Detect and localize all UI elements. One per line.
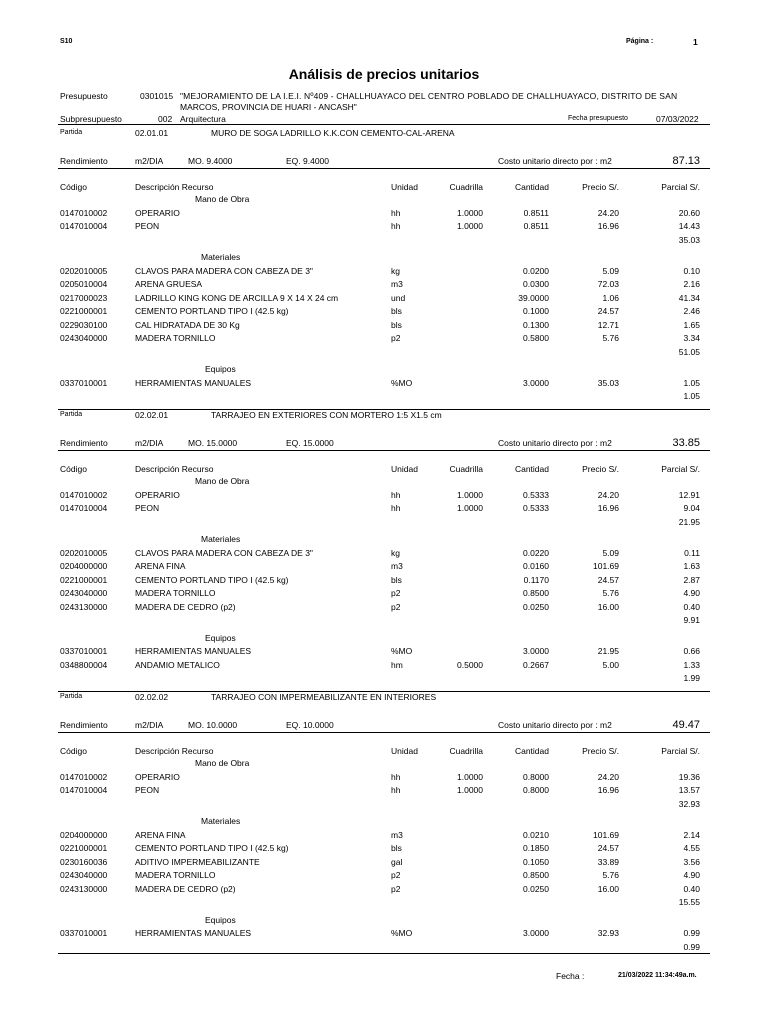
mano-row-parcial: 20.60 bbox=[678, 207, 700, 218]
material-row-cantidad: 0.8500 bbox=[523, 870, 549, 880]
material-row-unidad: p2 bbox=[391, 883, 401, 894]
rendimiento-label: Rendimiento bbox=[60, 156, 108, 166]
subpresupuesto-code: 002 bbox=[158, 114, 173, 124]
material-row-desc: CEMENTO PORTLAND TIPO I (42.5 kg) bbox=[135, 306, 289, 316]
partida-label: Partida bbox=[60, 411, 83, 418]
mano-row-codigo: 0147010004 bbox=[60, 503, 108, 513]
rendimiento-unit: m2/DIA bbox=[135, 438, 164, 448]
presupuesto-code: 0301015 bbox=[140, 91, 174, 101]
mano-row-cantidad: 0.5333 bbox=[523, 503, 549, 513]
material-row-precio: 72.03 bbox=[597, 279, 619, 289]
equipo-row-cantidad: 0.2667 bbox=[523, 659, 549, 670]
material-row-unidad: bls bbox=[391, 306, 402, 316]
equipo-row-cantidad: 3.0000 bbox=[523, 646, 549, 656]
material-row-desc: MADERA TORNILLO bbox=[135, 333, 216, 343]
col-codigo: Código bbox=[60, 746, 87, 756]
mano-row-precio: 24.20 bbox=[597, 771, 619, 782]
material-row-desc: ARENA FINA bbox=[135, 561, 186, 571]
partida-label: Partida bbox=[60, 693, 83, 700]
equipo-row-desc: HERRAMIENTAS MANUALES bbox=[135, 646, 252, 656]
partida-block-3 bbox=[0, 690, 768, 960]
material-row-desc: ARENA FINA bbox=[135, 829, 186, 840]
rendimiento-divider bbox=[58, 168, 710, 169]
material-row-desc: CEMENTO PORTLAND TIPO I (42.5 kg) bbox=[135, 574, 289, 585]
mano-row-cantidad: 0.8511 bbox=[523, 221, 549, 231]
col-cuadrilla: Cuadrilla bbox=[449, 746, 483, 756]
material-row-codigo: 0221000001 bbox=[60, 843, 108, 853]
subpresupuesto-desc: Arquitectura bbox=[180, 114, 226, 124]
equipo-row-parcial: 1.33 bbox=[683, 659, 700, 670]
material-row-precio: 24.57 bbox=[597, 574, 619, 585]
material-row-unidad: bls bbox=[391, 574, 402, 585]
section-mano-de-obra: Mano de Obra bbox=[195, 476, 250, 486]
mano-row-unidad: hh bbox=[391, 785, 401, 795]
rendimiento-mo: MO. 10.0000 bbox=[188, 720, 238, 730]
material-row-parcial: 2.46 bbox=[683, 306, 700, 316]
material-row-cantidad: 39.0000 bbox=[518, 292, 549, 303]
material-row-precio: 16.00 bbox=[597, 883, 619, 894]
col-precio: Precio S/. bbox=[582, 464, 619, 474]
material-row-cantidad: 0.1170 bbox=[523, 574, 549, 585]
costo-label: Costo unitario directo por : m2 bbox=[498, 156, 612, 166]
section-equipos: Equipos bbox=[205, 632, 236, 643]
equipo-row-desc: ANDAMIO METALICO bbox=[135, 659, 220, 670]
material-row-desc: MADERA DE CEDRO (p2) bbox=[135, 601, 236, 612]
col-cantidad: Cantidad bbox=[514, 746, 549, 756]
equipo-row-unidad: hm bbox=[391, 659, 403, 670]
material-row-unidad: kg bbox=[391, 547, 400, 558]
mano-row-precio: 16.96 bbox=[597, 221, 619, 231]
rendimiento-label: Rendimiento bbox=[60, 438, 108, 448]
material-row-codigo: 0230160036 bbox=[60, 856, 108, 867]
material-row-precio: 5.09 bbox=[602, 547, 619, 558]
partida-label: Partida bbox=[60, 129, 83, 136]
material-row-codigo: 0229030100 bbox=[60, 319, 108, 330]
mano-row-parcial: 9.04 bbox=[683, 503, 700, 513]
mano-row-desc: PEON bbox=[135, 221, 160, 231]
costo-value: 87.13 bbox=[672, 155, 700, 167]
materiales-total: 51.05 bbox=[678, 346, 700, 357]
section-equipos: Equipos bbox=[205, 914, 236, 925]
equipo-row-codigo: 0337010001 bbox=[60, 646, 108, 656]
material-row-codigo: 0202010005 bbox=[60, 265, 108, 276]
mano-row-cuadrilla: 1.0000 bbox=[457, 221, 483, 231]
costo-value: 33.85 bbox=[672, 437, 700, 449]
col-cantidad: Cantidad bbox=[514, 464, 549, 474]
material-row-cantidad: 0.0250 bbox=[523, 883, 549, 894]
mano-row-unidad: hh bbox=[391, 489, 401, 500]
material-row-cantidad: 0.1050 bbox=[523, 856, 549, 867]
mano-row-cuadrilla: 1.0000 bbox=[457, 771, 483, 782]
col-cuadrilla: Cuadrilla bbox=[449, 464, 483, 474]
material-row-precio: 101.69 bbox=[593, 561, 619, 571]
material-row-precio: 24.57 bbox=[597, 843, 619, 853]
col-codigo: Código bbox=[60, 464, 87, 474]
section-materiales: Materiales bbox=[201, 252, 241, 262]
section-materiales: Materiales bbox=[201, 816, 241, 826]
equipos-total: 1.99 bbox=[683, 673, 700, 683]
mano-row-cantidad: 0.5333 bbox=[523, 489, 549, 500]
material-row-unidad: p2 bbox=[391, 601, 401, 612]
col-cantidad: Cantidad bbox=[514, 182, 549, 192]
material-row-codigo: 0221000001 bbox=[60, 574, 108, 585]
presupuesto-desc-2: MARCOS, PROVINCIA DE HUARI - ANCASH" bbox=[180, 102, 357, 112]
equipo-row-parcial: 0.66 bbox=[683, 646, 700, 656]
equipo-row-cantidad: 3.0000 bbox=[523, 928, 549, 938]
equipo-row-precio: 32.93 bbox=[597, 928, 619, 938]
rendimiento-mo: MO. 15.0000 bbox=[188, 438, 238, 448]
col-parcial: Parcial S/. bbox=[661, 182, 700, 192]
page-label: Página : bbox=[626, 38, 654, 45]
material-row-precio: 1.06 bbox=[602, 292, 619, 303]
mano-row-desc: PEON bbox=[135, 503, 160, 513]
fecha-presupuesto: 07/03/2022 bbox=[656, 114, 699, 124]
col-parcial: Parcial S/. bbox=[661, 746, 700, 756]
material-row-precio: 5.76 bbox=[602, 870, 619, 880]
material-row-codigo: 0204000000 bbox=[60, 561, 108, 571]
material-row-parcial: 0.11 bbox=[684, 547, 700, 558]
col-descripcion: Descripción Recurso bbox=[135, 182, 214, 192]
equipo-row-codigo: 0337010001 bbox=[60, 928, 108, 938]
material-row-parcial: 4.90 bbox=[683, 870, 700, 880]
material-row-codigo: 0243130000 bbox=[60, 883, 108, 894]
material-row-precio: 101.69 bbox=[593, 829, 619, 840]
costo-label: Costo unitario directo por : m2 bbox=[498, 438, 612, 448]
material-row-parcial: 4.55 bbox=[683, 843, 700, 853]
costo-label: Costo unitario directo por : m2 bbox=[498, 720, 612, 730]
material-row-cantidad: 0.1000 bbox=[523, 306, 549, 316]
mano-row-codigo: 0147010004 bbox=[60, 785, 108, 795]
mano-row-desc: OPERARIO bbox=[135, 771, 180, 782]
equipo-row-cuadrilla: 0.5000 bbox=[457, 659, 483, 670]
costo-value: 49.47 bbox=[672, 719, 700, 731]
material-row-cantidad: 0.0160 bbox=[523, 561, 549, 571]
material-row-cantidad: 0.0220 bbox=[523, 547, 549, 558]
mano-row-cuadrilla: 1.0000 bbox=[457, 207, 483, 218]
presupuesto-desc-1: "MEJORAMIENTO DE LA I.E.I. Nº409 - CHALLHUAYACO DEL CENTRO POBLADO DE CHALLHUAYACO, DISTRITO DE SAN bbox=[180, 91, 678, 101]
col-precio: Precio S/. bbox=[582, 746, 619, 756]
partida-desc: TARRAJEO EN EXTERIORES CON MORTERO 1:5 X1.5 cm bbox=[211, 410, 442, 420]
mano-row-precio: 16.96 bbox=[597, 785, 619, 795]
fecha-presupuesto-label: Fecha presupuesto bbox=[568, 115, 628, 122]
partida-block-2 bbox=[0, 408, 768, 683]
equipo-row-codigo: 0348800004 bbox=[60, 659, 108, 670]
material-row-desc: ADITIVO IMPERMEABILIZANTE bbox=[135, 856, 260, 867]
equipo-row-codigo: 0337010001 bbox=[60, 377, 108, 388]
mano-row-precio: 24.20 bbox=[597, 489, 619, 500]
col-parcial: Parcial S/. bbox=[661, 464, 700, 474]
material-row-unidad: m3 bbox=[391, 561, 403, 571]
page-number: 1 bbox=[693, 37, 698, 47]
materiales-total: 9.91 bbox=[683, 615, 700, 625]
material-row-parcial: 3.56 bbox=[683, 856, 700, 867]
col-unidad: Unidad bbox=[391, 464, 418, 474]
col-unidad: Unidad bbox=[391, 182, 418, 192]
material-row-precio: 5.76 bbox=[602, 588, 619, 598]
material-row-codigo: 0243040000 bbox=[60, 870, 108, 880]
col-codigo: Código bbox=[60, 182, 87, 192]
partida-code: 02.02.01 bbox=[135, 410, 169, 420]
partida-block-1 bbox=[0, 126, 768, 401]
footer-fecha: 21/03/2022 11:34:49a.m. bbox=[618, 972, 697, 979]
material-row-unidad: kg bbox=[391, 265, 400, 276]
equipo-row-unidad: %MO bbox=[391, 646, 413, 656]
rendimiento-divider bbox=[58, 732, 710, 733]
equipo-row-parcial: 0.99 bbox=[683, 928, 700, 938]
material-row-unidad: m3 bbox=[391, 829, 403, 840]
equipo-row-desc: HERRAMIENTAS MANUALES bbox=[135, 928, 252, 938]
mano-row-desc: OPERARIO bbox=[135, 489, 180, 500]
col-precio: Precio S/. bbox=[582, 182, 619, 192]
material-row-parcial: 0.40 bbox=[683, 601, 700, 612]
equipo-row-cantidad: 3.0000 bbox=[523, 377, 549, 388]
mano-row-unidad: hh bbox=[391, 221, 401, 231]
equipo-row-parcial: 1.05 bbox=[683, 377, 700, 388]
material-row-codigo: 0243040000 bbox=[60, 333, 108, 343]
header-divider bbox=[58, 124, 710, 125]
col-unidad: Unidad bbox=[391, 746, 418, 756]
material-row-unidad: bls bbox=[391, 843, 402, 853]
material-row-parcial: 4.90 bbox=[683, 588, 700, 598]
mano-total: 21.95 bbox=[678, 516, 700, 527]
subpresupuesto-label: Subpresupuesto bbox=[60, 114, 122, 124]
section-mano-de-obra: Mano de Obra bbox=[195, 194, 250, 204]
material-row-precio: 33.89 bbox=[597, 856, 619, 867]
material-row-unidad: p2 bbox=[391, 588, 401, 598]
mano-row-cuadrilla: 1.0000 bbox=[457, 489, 483, 500]
material-row-cantidad: 0.0250 bbox=[523, 601, 549, 612]
mano-row-cantidad: 0.8000 bbox=[523, 785, 549, 795]
mano-total: 32.93 bbox=[678, 798, 700, 809]
mano-row-unidad: hh bbox=[391, 771, 401, 782]
footer-fecha-label: Fecha : bbox=[556, 971, 585, 981]
partida-code: 02.01.01 bbox=[135, 128, 169, 138]
material-row-precio: 12.71 bbox=[597, 319, 619, 330]
material-row-cantidad: 0.0300 bbox=[523, 279, 549, 289]
material-row-cantidad: 0.1850 bbox=[523, 843, 549, 853]
mano-row-parcial: 13.57 bbox=[678, 785, 700, 795]
material-row-unidad: bls bbox=[391, 319, 402, 330]
material-row-codigo: 0217000023 bbox=[60, 292, 108, 303]
section-mano-de-obra: Mano de Obra bbox=[195, 758, 250, 768]
material-row-parcial: 2.16 bbox=[683, 279, 700, 289]
material-row-unidad: p2 bbox=[391, 333, 401, 343]
equipos-total: 0.99 bbox=[683, 941, 700, 952]
section-materiales: Materiales bbox=[201, 534, 241, 544]
equipo-row-precio: 35.03 bbox=[597, 377, 619, 388]
material-row-desc: CLAVOS PARA MADERA CON CABEZA DE 3" bbox=[135, 547, 313, 558]
material-row-precio: 16.00 bbox=[597, 601, 619, 612]
material-row-unidad: p2 bbox=[391, 870, 401, 880]
material-row-codigo: 0205010004 bbox=[60, 279, 108, 289]
rendimiento-label: Rendimiento bbox=[60, 720, 108, 730]
material-row-codigo: 0221000001 bbox=[60, 306, 108, 316]
materiales-total: 15.55 bbox=[678, 897, 700, 907]
rendimiento-eq: EQ. 15.0000 bbox=[286, 438, 334, 448]
rendimiento-mo: MO. 9.4000 bbox=[188, 156, 233, 166]
mano-row-parcial: 14.43 bbox=[678, 221, 700, 231]
mano-row-parcial: 12.91 bbox=[678, 489, 700, 500]
mano-row-precio: 24.20 bbox=[597, 207, 619, 218]
material-row-parcial: 2.87 bbox=[683, 574, 700, 585]
material-row-parcial: 1.63 bbox=[683, 561, 700, 571]
material-row-cantidad: 0.1300 bbox=[523, 319, 549, 330]
material-row-cantidad: 0.5800 bbox=[523, 333, 549, 343]
material-row-desc: LADRILLO KING KONG DE ARCILLA 9 X 14 X 24 cm bbox=[135, 292, 339, 303]
material-row-parcial: 0.40 bbox=[683, 883, 700, 894]
mano-row-cantidad: 0.8000 bbox=[523, 771, 549, 782]
equipo-row-unidad: %MO bbox=[391, 377, 413, 388]
material-row-cantidad: 0.8500 bbox=[523, 588, 549, 598]
partida-desc: MURO DE SOGA LADRILLO K.K.CON CEMENTO-CAL-ARENA bbox=[211, 128, 455, 138]
mano-total: 35.03 bbox=[678, 234, 700, 245]
material-row-unidad: gal bbox=[391, 856, 403, 867]
equipo-row-desc: HERRAMIENTAS MANUALES bbox=[135, 377, 252, 388]
report-code: S10 bbox=[60, 38, 73, 45]
equipos-total: 1.05 bbox=[683, 391, 700, 401]
presupuesto-label: Presupuesto bbox=[60, 91, 108, 101]
material-row-parcial: 41.34 bbox=[678, 292, 700, 303]
mano-row-cuadrilla: 1.0000 bbox=[457, 503, 483, 513]
rendimiento-unit: m2/DIA bbox=[135, 720, 164, 730]
mano-row-cuadrilla: 1.0000 bbox=[457, 785, 483, 795]
material-row-codigo: 0243130000 bbox=[60, 601, 108, 612]
material-row-precio: 5.09 bbox=[602, 265, 619, 276]
mano-row-parcial: 19.36 bbox=[678, 771, 700, 782]
section-equipos: Equipos bbox=[205, 364, 236, 374]
rendimiento-eq: EQ. 10.0000 bbox=[286, 720, 334, 730]
mano-row-desc: OPERARIO bbox=[135, 207, 180, 218]
material-row-desc: CEMENTO PORTLAND TIPO I (42.5 kg) bbox=[135, 843, 289, 853]
mano-row-unidad: hh bbox=[391, 207, 401, 218]
rendimiento-eq: EQ. 9.4000 bbox=[286, 156, 330, 166]
mano-row-codigo: 0147010002 bbox=[60, 771, 108, 782]
material-row-cantidad: 0.0200 bbox=[523, 265, 549, 276]
mano-row-unidad: hh bbox=[391, 503, 401, 513]
equipo-row-precio: 5.00 bbox=[602, 659, 619, 670]
rendimiento-divider bbox=[58, 450, 710, 451]
material-row-desc: MADERA TORNILLO bbox=[135, 588, 216, 598]
material-row-codigo: 0204000000 bbox=[60, 829, 108, 840]
equipo-row-precio: 21.95 bbox=[597, 646, 619, 656]
material-row-precio: 24.57 bbox=[597, 306, 619, 316]
material-row-desc: ARENA GRUESA bbox=[135, 279, 203, 289]
material-row-desc: CLAVOS PARA MADERA CON CABEZA DE 3" bbox=[135, 265, 313, 276]
col-cuadrilla: Cuadrilla bbox=[449, 182, 483, 192]
material-row-desc: CAL HIDRATADA DE 30 Kg bbox=[135, 319, 240, 330]
mano-row-cantidad: 0.8511 bbox=[523, 207, 549, 218]
material-row-parcial: 2.14 bbox=[683, 829, 700, 840]
material-row-parcial: 0.10 bbox=[683, 265, 700, 276]
material-row-unidad: m3 bbox=[391, 279, 403, 289]
mano-row-codigo: 0147010002 bbox=[60, 489, 108, 500]
mano-row-desc: PEON bbox=[135, 785, 160, 795]
partida-desc: TARRAJEO CON IMPERMEABILIZANTE EN INTERIORES bbox=[211, 692, 437, 702]
material-row-desc: MADERA TORNILLO bbox=[135, 870, 216, 880]
material-row-desc: MADERA DE CEDRO (p2) bbox=[135, 883, 236, 894]
material-row-codigo: 0202010005 bbox=[60, 547, 108, 558]
mano-row-precio: 16.96 bbox=[597, 503, 619, 513]
mano-row-codigo: 0147010002 bbox=[60, 207, 108, 218]
partida-code: 02.02.02 bbox=[135, 692, 169, 702]
page-title: Análisis de precios unitarios bbox=[288, 66, 480, 82]
rendimiento-unit: m2/DIA bbox=[135, 156, 164, 166]
material-row-precio: 5.76 bbox=[602, 333, 619, 343]
material-row-unidad: und bbox=[391, 292, 406, 303]
footer-divider bbox=[58, 953, 710, 954]
col-descripcion: Descripción Recurso bbox=[135, 464, 214, 474]
mano-row-codigo: 0147010004 bbox=[60, 221, 108, 231]
material-row-parcial: 1.65 bbox=[683, 319, 700, 330]
equipo-row-unidad: %MO bbox=[391, 928, 413, 938]
material-row-cantidad: 0.0210 bbox=[523, 829, 549, 840]
col-descripcion: Descripción Recurso bbox=[135, 746, 214, 756]
material-row-codigo: 0243040000 bbox=[60, 588, 108, 598]
material-row-parcial: 3.34 bbox=[683, 333, 700, 343]
